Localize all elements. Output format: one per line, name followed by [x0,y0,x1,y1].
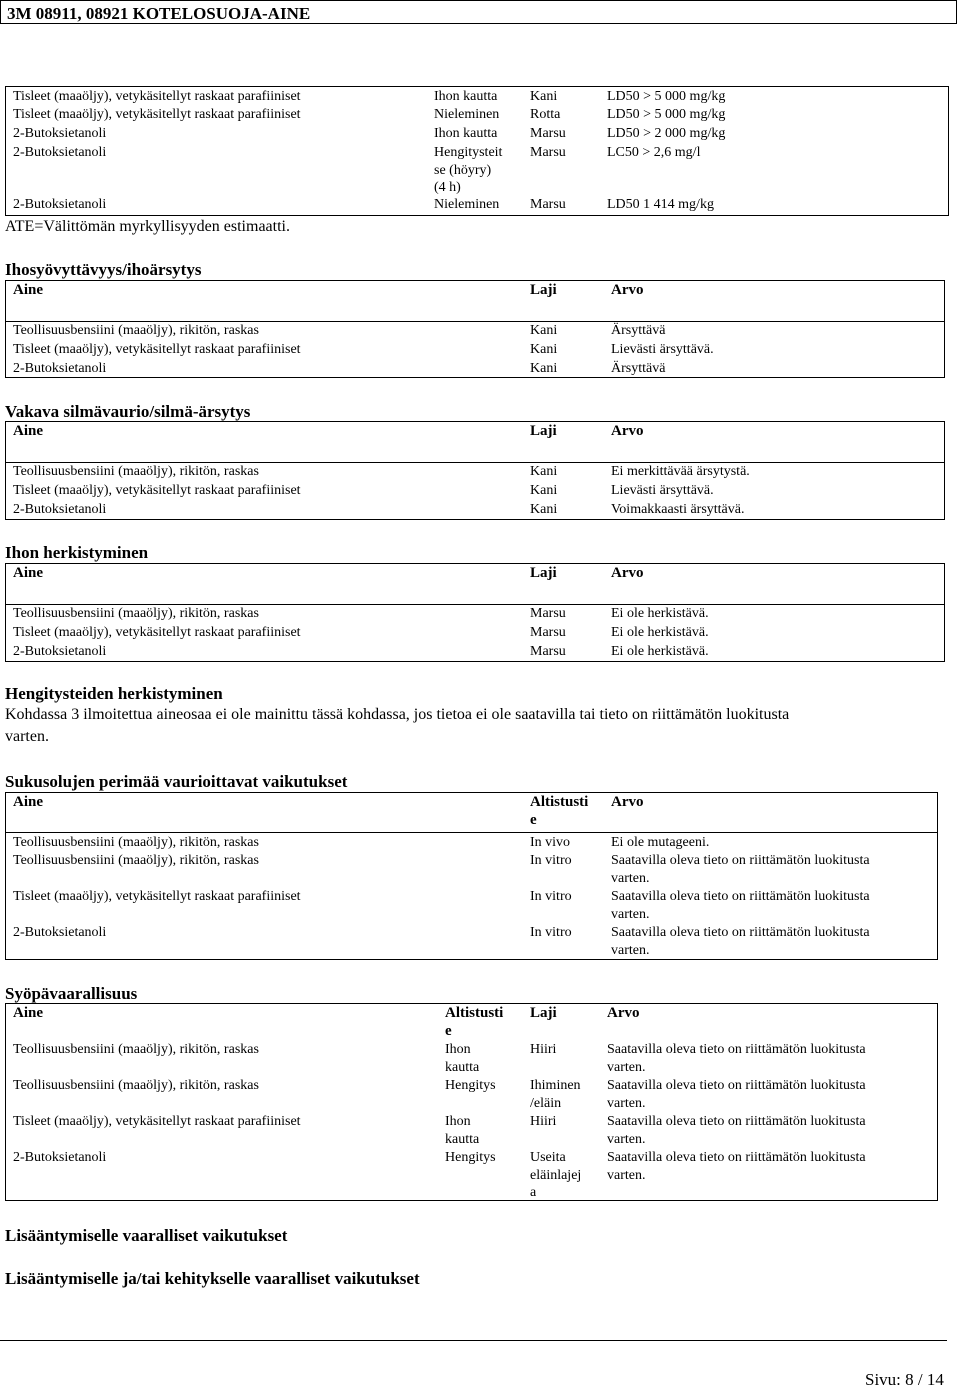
muta-row-3-cell-2: Saatavilla oleva tieto on riittämätön luokitusta varten. [611,925,870,958]
carc-row-3-cell-0: 2-Butoksietanoli [13,1150,107,1165]
carc-row-1-cell-2: Ihiminen /eläin [530,1078,581,1111]
muta-row-2-cell-0: Tisleet (maaöljy), vetykäsitellyt raskaat parafiiniset [13,889,301,904]
acute-row-4-cell-1: Nieleminen [434,197,500,212]
skin-row-2-cell-2: Ärsyttävä [611,361,666,376]
sens-row-2-cell-1: Marsu [530,644,566,659]
carc-header-2: Laji [530,1005,557,1021]
acute-row-3-cell-0: 2-Butoksietanoli [13,145,107,160]
resp-text-line2: varten. [5,728,49,745]
skin-header-2: Arvo [611,282,644,298]
eye-row-1-cell-2: Lievästi ärsyttävä. [611,483,714,498]
section-title-carc: Syöpävaarallisuus [5,984,138,1003]
carc-header-0: Aine [13,1005,43,1021]
carc-row-1-cell-3: Saatavilla oleva tieto on riittämätön luokitusta varten. [607,1078,866,1111]
skin-row-1-cell-0: Tisleet (maaöljy), vetykäsitellyt raskaat parafiiniset [13,342,301,357]
muta-row-1-cell-2: Saatavilla oleva tieto on riittämätön luokitusta varten. [611,853,870,886]
muta-row-1-cell-0: Teollisuusbensiini (maaöljy), rikitön, raskas [13,853,259,868]
eye-row-2-cell-1: Kani [530,502,558,517]
eye-row-0-cell-2: Ei merkittävää ärsytystä. [611,464,750,479]
sens-header-2: Arvo [611,565,644,581]
muta-row-2-cell-2: Saatavilla oleva tieto on riittämätön luokitusta varten. [611,889,870,922]
carc-row-0-cell-0: Teollisuusbensiini (maaöljy), rikitön, raskas [13,1042,259,1057]
eye-row-0-cell-0: Teollisuusbensiini (maaöljy), rikitön, raskas [13,464,259,479]
acute-row-3-cell-3: LC50 > 2,6 mg/l [607,145,701,160]
muta-row-3-cell-0: 2-Butoksietanoli [13,925,107,940]
acute-row-3-cell-1: Hengitysteit se (höyry) (4 h) [434,145,503,195]
acute-row-1-cell-2: Rotta [530,107,561,122]
carc-row-3-cell-3: Saatavilla oleva tieto on riittämätön luokitusta varten. [607,1150,866,1183]
eye-row-2-cell-0: 2-Butoksietanoli [13,502,107,517]
acute-row-2-cell-2: Marsu [530,126,566,141]
section-title-muta: Sukusolujen perimää vaurioittavat vaikutukset [5,772,348,791]
section-title-sens: Ihon herkistyminen [5,543,149,562]
acute-row-0-cell-1: Ihon kautta [434,89,498,104]
ate-note: ATE=Välittömän myrkyllisyyden estimaatti. [5,218,290,235]
acute-row-4-cell-3: LD50 1 414 mg/kg [607,197,714,212]
section-title-resp: Hengitysteiden herkistyminen [5,684,223,703]
carc-row-2-cell-3: Saatavilla oleva tieto on riittämätön luokitusta varten. [607,1114,866,1147]
skin-row-1-cell-1: Kani [530,342,558,357]
acute-row-1-cell-0: Tisleet (maaöljy), vetykäsitellyt raskaat parafiiniset [13,107,301,122]
eye-row-2-cell-2: Voimakkaasti ärsyttävä. [611,502,745,517]
carc-row-0-cell-1: Ihon kautta [445,1042,480,1075]
acute-row-0-cell-2: Kani [530,89,558,104]
sens-row-1-cell-1: Marsu [530,625,566,640]
resp-text-line1: Kohdassa 3 ilmoitettua aineosaa ei ole mainittu tässä kohdassa, jos tietoa ei ole saatavilla tai tieto on riittämätön luokitusta [5,706,790,723]
skin-header-0: Aine [13,282,43,298]
muta-row-2-cell-1: In vitro [530,889,572,904]
carc-row-2-cell-1: Ihon kautta [445,1114,480,1147]
acute-row-0-cell-0: Tisleet (maaöljy), vetykäsitellyt raskaat parafiiniset [13,89,301,104]
carc-row-1-cell-1: Hengitys [445,1078,496,1093]
muta-row-0-cell-2: Ei ole mutageeni. [611,835,710,850]
section-title-repro-dev: Lisääntymiselle ja/tai kehitykselle vaaralliset vaikutukset [5,1269,420,1288]
skin-header-1: Laji [530,282,557,298]
eye-row-1-cell-0: Tisleet (maaöljy), vetykäsitellyt raskaat parafiiniset [13,483,301,498]
sens-header-1: Laji [530,565,557,581]
muta-row-0-cell-0: Teollisuusbensiini (maaöljy), rikitön, raskas [13,835,259,850]
eye-row-1-cell-1: Kani [530,483,558,498]
section-title-repro: Lisääntymiselle vaaralliset vaikutukset [5,1226,288,1245]
sens-row-0-cell-1: Marsu [530,606,566,621]
muta-header-0: Aine [13,794,43,810]
carc-row-0-cell-2: Hiiri [530,1042,557,1057]
skin-row-1-cell-2: Lievästi ärsyttävä. [611,342,714,357]
sens-row-2-cell-0: 2-Butoksietanoli [13,644,107,659]
section-title-eye: Vakava silmävaurio/silmä-ärsytys [5,402,251,421]
muta-header-1: Altistusti e [530,794,589,828]
acute-row-2-cell-3: LD50 > 2 000 mg/kg [607,126,726,141]
sens-row-1-cell-2: Ei ole herkistävä. [611,625,709,640]
carc-row-2-cell-2: Hiiri [530,1114,557,1129]
sens-row-0-cell-2: Ei ole herkistävä. [611,606,709,621]
sens-row-1-cell-0: Tisleet (maaöljy), vetykäsitellyt raskaat parafiiniset [13,625,301,640]
skin-row-0-cell-1: Kani [530,323,558,338]
document-title: 3M 08911, 08921 KOTELOSUOJA-AINE [7,4,311,23]
eye-header-0: Aine [13,423,43,439]
acute-row-2-cell-1: Ihon kautta [434,126,498,141]
document-header-bar [0,0,957,24]
muta-row-3-cell-1: In vitro [530,925,572,940]
acute-row-4-cell-0: 2-Butoksietanoli [13,197,107,212]
carc-header-1: Altistusti e [445,1005,504,1039]
acute-row-0-cell-3: LD50 > 5 000 mg/kg [607,89,726,104]
sens-header-0: Aine [13,565,43,581]
skin-row-0-cell-2: Ärsyttävä [611,323,666,338]
skin-row-2-cell-1: Kani [530,361,558,376]
sens-row-2-cell-2: Ei ole herkistävä. [611,644,709,659]
carc-row-3-cell-2: Useita eläinlajej a [530,1150,582,1200]
skin-row-0-cell-0: Teollisuusbensiini (maaöljy), rikitön, raskas [13,323,259,338]
footer-divider [0,1340,947,1341]
carc-row-1-cell-0: Teollisuusbensiini (maaöljy), rikitön, raskas [13,1078,259,1093]
eye-header-2: Arvo [611,423,644,439]
carc-row-0-cell-3: Saatavilla oleva tieto on riittämätön luokitusta varten. [607,1042,866,1075]
acute-row-4-cell-2: Marsu [530,197,566,212]
eye-header-1: Laji [530,423,557,439]
acute-row-2-cell-0: 2-Butoksietanoli [13,126,107,141]
acute-row-1-cell-3: LD50 > 5 000 mg/kg [607,107,726,122]
muta-row-0-cell-1: In vivo [530,835,571,850]
muta-row-1-cell-1: In vitro [530,853,572,868]
eye-row-0-cell-1: Kani [530,464,558,479]
acute-row-3-cell-2: Marsu [530,145,566,160]
section-title-skin: Ihosyövyttävyys/ihoärsytys [5,260,202,279]
skin-row-2-cell-0: 2-Butoksietanoli [13,361,107,376]
muta-header-2: Arvo [611,794,644,810]
sens-row-0-cell-0: Teollisuusbensiini (maaöljy), rikitön, raskas [13,606,259,621]
carc-header-3: Arvo [607,1005,640,1021]
acute-row-1-cell-1: Nieleminen [434,107,500,122]
carc-row-2-cell-0: Tisleet (maaöljy), vetykäsitellyt raskaat parafiiniset [13,1114,301,1129]
page-number: Sivu: 8 / 14 [865,1370,944,1389]
carc-row-3-cell-1: Hengitys [445,1150,496,1165]
